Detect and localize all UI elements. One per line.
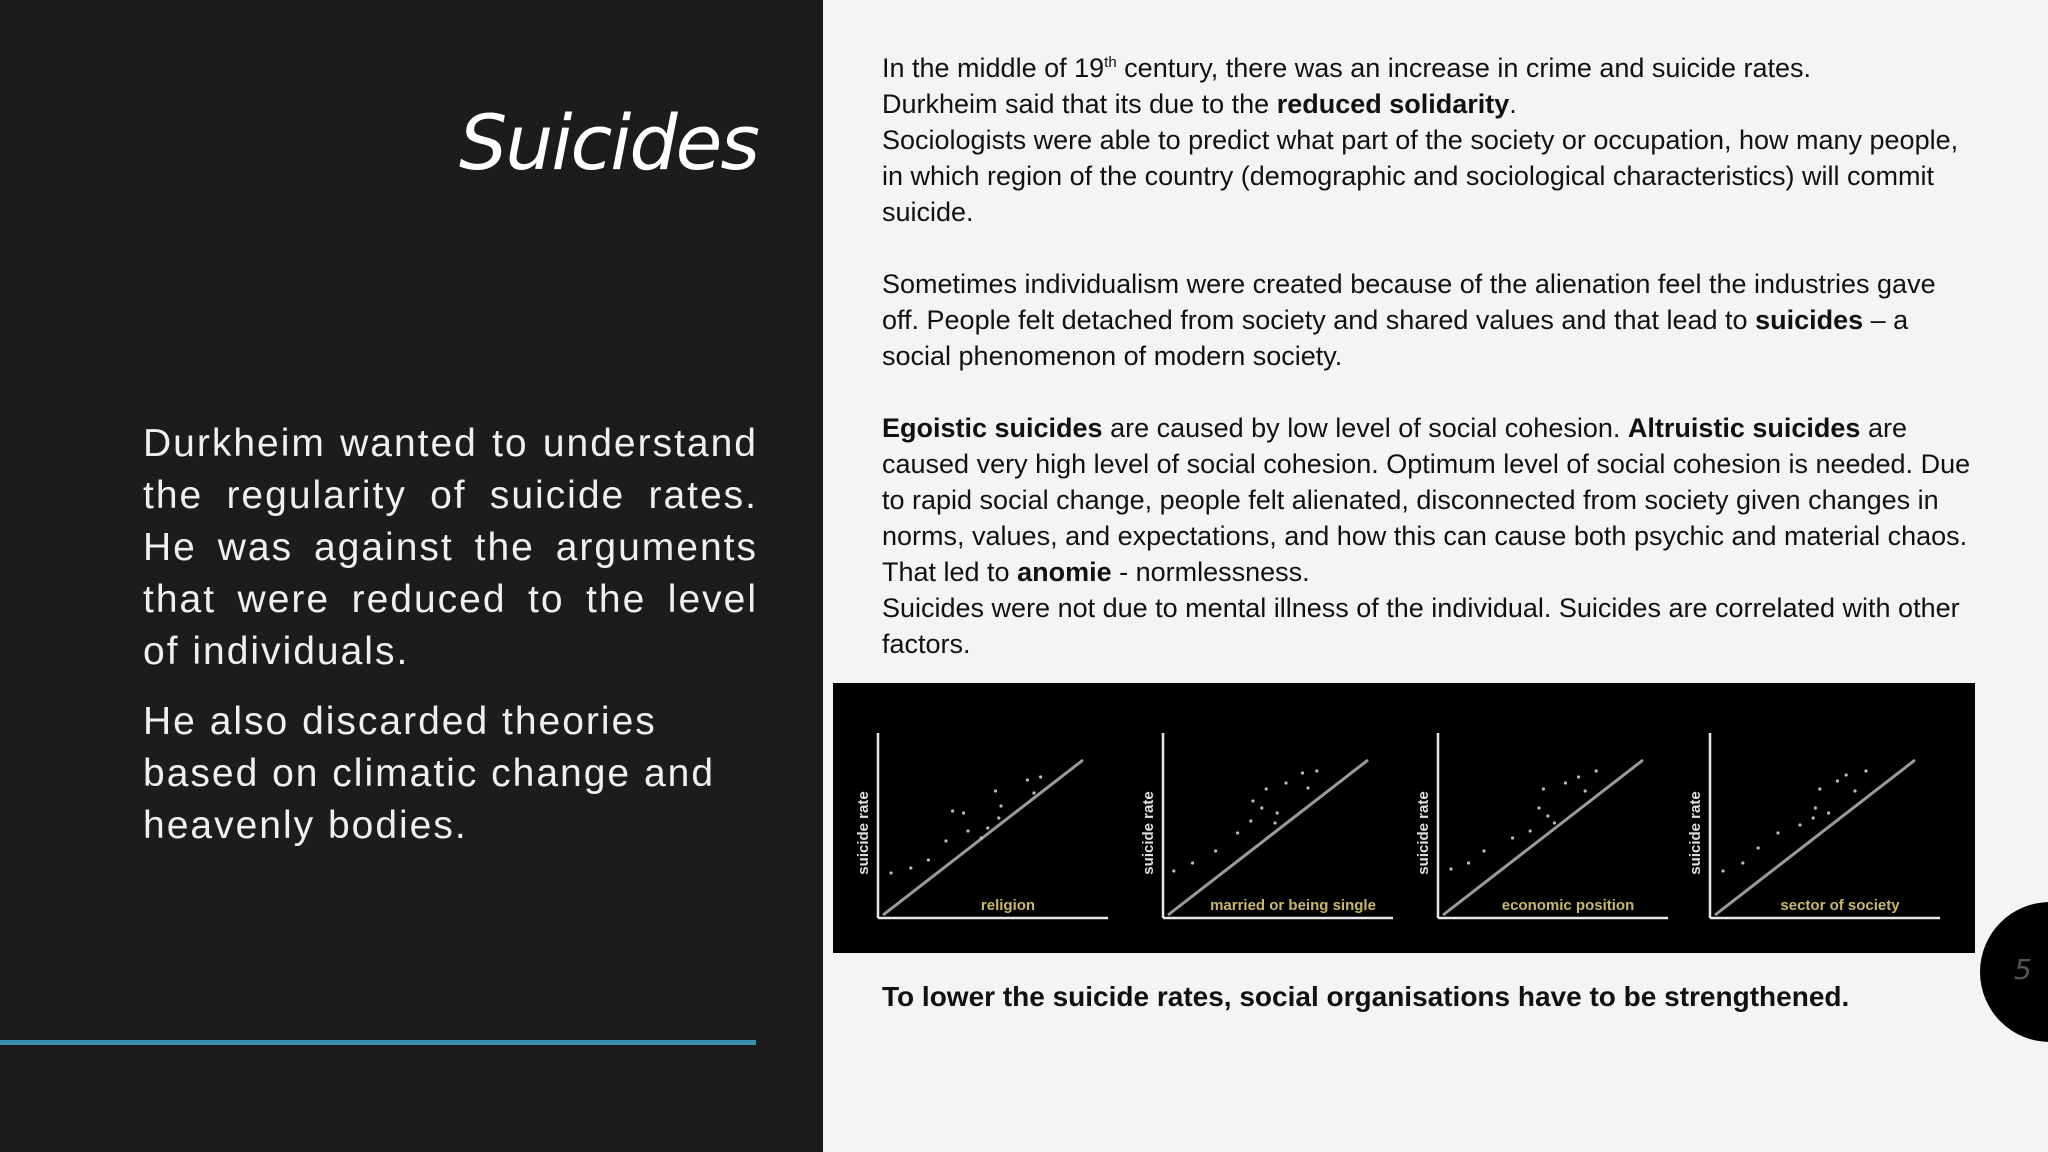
data-point bbox=[1595, 769, 1598, 772]
data-point bbox=[994, 789, 997, 792]
trend-line bbox=[1168, 760, 1368, 915]
data-point bbox=[1812, 816, 1815, 819]
x-axis-label: economic position bbox=[1501, 897, 1635, 914]
y-axis-label: suicide rate bbox=[855, 791, 872, 875]
left-paragraph-1: Durkheim wanted to understand the regularity of suicide rates. He was against the arguments that were reduced to the level of individuals. bbox=[143, 422, 758, 673]
x-axis-label: religion bbox=[980, 897, 1036, 914]
data-point bbox=[909, 866, 912, 869]
data-point bbox=[1172, 869, 1175, 872]
y-axis-label: suicide rate bbox=[1140, 791, 1157, 875]
right-body-text bbox=[882, 50, 1972, 662]
trend-line bbox=[883, 760, 1083, 915]
p1-text-a: In the middle of 19 bbox=[882, 53, 1105, 83]
p3-text-a: are caused by low level of social cohesion. bbox=[1102, 413, 1628, 443]
data-point bbox=[980, 836, 983, 839]
data-point bbox=[1236, 831, 1239, 834]
page-number: 5 bbox=[2014, 953, 2032, 986]
accent-line bbox=[0, 1040, 756, 1045]
data-point bbox=[1191, 861, 1194, 864]
p2-text-b: – a social phenomenon of modern society. bbox=[882, 305, 1909, 371]
paragraph-3 bbox=[882, 410, 1972, 662]
data-point bbox=[1564, 781, 1567, 784]
data-point bbox=[1529, 829, 1532, 832]
data-point bbox=[1537, 806, 1540, 809]
data-point bbox=[1449, 867, 1452, 870]
data-point bbox=[1276, 811, 1279, 814]
data-point bbox=[944, 839, 947, 842]
data-point bbox=[1260, 806, 1263, 809]
chart-economic-position bbox=[1393, 683, 1668, 953]
p1-text-c: Durkheim said that its due to the bbox=[882, 89, 1277, 119]
chart-sector-of-society bbox=[1665, 683, 1940, 953]
data-point bbox=[1757, 846, 1760, 849]
p3-text-d: Suicides were not due to mental illness of the individual. Suicides are correlated with other factors. bbox=[882, 593, 1960, 659]
p3-bold-anomie: anomie bbox=[1017, 557, 1112, 587]
data-point bbox=[1853, 789, 1856, 792]
data-point bbox=[1032, 791, 1035, 794]
data-point bbox=[1273, 821, 1276, 824]
data-point bbox=[1836, 779, 1839, 782]
data-point bbox=[1315, 769, 1318, 772]
data-point bbox=[966, 829, 969, 832]
trend-line bbox=[1443, 760, 1643, 915]
left-body-text bbox=[143, 418, 758, 870]
y-axis-label: suicide rate bbox=[1687, 791, 1704, 875]
p1-superscript: th bbox=[1104, 54, 1117, 71]
left-panel bbox=[0, 0, 823, 1152]
correlation-charts-strip bbox=[833, 683, 1975, 953]
conclusion-text: To lower the suicide rates, social organisations have to be strengthened. bbox=[882, 981, 1850, 1012]
data-point bbox=[986, 826, 989, 829]
data-point bbox=[1721, 869, 1724, 872]
data-point bbox=[1482, 849, 1485, 852]
data-point bbox=[1798, 823, 1801, 826]
data-point bbox=[1553, 821, 1556, 824]
p2-text-a: Sometimes individualism were created because of the alienation feel the industries gave off. People felt detached from society and shared values and that lead to bbox=[882, 269, 1936, 335]
data-point bbox=[1864, 769, 1867, 772]
p3-text-b: are caused very high level of social cohesion. Optimum level of social cohesion is needed. Due to rapid social change, people felt alienated, disconnected from society given changes in norms, values, and expectations, and how this can cause both psychic and material chaos. That led to bbox=[882, 413, 1971, 587]
x-axis-label: sector of society bbox=[1780, 897, 1900, 914]
data-point bbox=[1814, 806, 1817, 809]
chart-married-or-single bbox=[1118, 683, 1393, 953]
p1-text-e: Sociologists were able to predict what part of the society or occupation, how many people, in which region of the country (demographic and sociological characteristics) will commit suicide. bbox=[882, 125, 1959, 227]
paragraph-2 bbox=[882, 266, 1972, 374]
data-point bbox=[1251, 799, 1254, 802]
data-point bbox=[1542, 787, 1545, 790]
data-point bbox=[1026, 778, 1029, 781]
data-point bbox=[1265, 787, 1268, 790]
data-point bbox=[1306, 786, 1309, 789]
data-point bbox=[1214, 849, 1217, 852]
data-point bbox=[1249, 819, 1252, 822]
p2-bold-suicides: suicides bbox=[1755, 305, 1864, 335]
data-point bbox=[1741, 861, 1744, 864]
data-point bbox=[1511, 836, 1514, 839]
data-point bbox=[927, 858, 930, 861]
p3-bold-altruistic: Altruistic suicides bbox=[1627, 413, 1861, 443]
y-axis-label: suicide rate bbox=[1415, 791, 1432, 875]
data-point bbox=[951, 809, 954, 812]
data-point bbox=[1577, 775, 1580, 778]
data-point bbox=[1467, 861, 1470, 864]
data-point bbox=[1845, 773, 1848, 776]
data-point bbox=[1301, 771, 1304, 774]
p1-bold-reduced-solidarity: reduced solidarity bbox=[1276, 89, 1510, 119]
data-point bbox=[999, 804, 1002, 807]
data-point bbox=[1827, 811, 1830, 814]
data-point bbox=[889, 871, 892, 874]
chart-religion bbox=[833, 683, 1108, 953]
data-point bbox=[1546, 814, 1549, 817]
p3-text-c: - normlessness. bbox=[1111, 557, 1310, 587]
trend-line bbox=[1715, 760, 1915, 915]
data-point bbox=[962, 811, 965, 814]
p3-bold-egoistic: Egoistic suicides bbox=[882, 413, 1103, 443]
data-point bbox=[1776, 831, 1779, 834]
data-point bbox=[1584, 789, 1587, 792]
x-axis-label: married or being single bbox=[1210, 897, 1376, 914]
p1-text-b: century, there was an increase in crime and suicide rates. bbox=[1116, 53, 1811, 83]
data-point bbox=[1818, 787, 1821, 790]
slide-title: Suicides bbox=[458, 98, 758, 187]
left-paragraph-2: He also discarded theories based on climatic change and heavenly bodies. bbox=[143, 700, 716, 847]
data-point bbox=[1284, 781, 1287, 784]
paragraph-1 bbox=[882, 50, 1972, 230]
data-point bbox=[997, 816, 1000, 819]
data-point bbox=[1039, 775, 1042, 778]
p1-text-d: . bbox=[1509, 89, 1517, 119]
